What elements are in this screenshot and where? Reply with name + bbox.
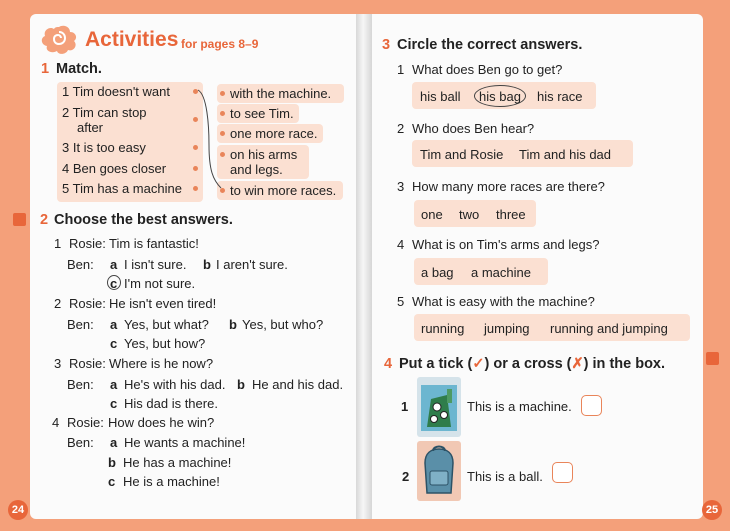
page-number-left: 24 [8, 500, 28, 520]
ex4-item1-number: 1 [401, 399, 409, 414]
ex4-title-mid: ) or a cross ( [484, 356, 572, 372]
match-right-1: with the machine. [230, 86, 332, 101]
ex3-q3-text: How many more races are there? [412, 179, 605, 194]
ex3-q1-number: 1 [397, 62, 405, 77]
ex2-q1-rosie: Rosie: [69, 236, 106, 251]
match-right-4: on his arms [230, 147, 298, 162]
ex2-q4-rosie-line: How does he win? [108, 415, 215, 430]
ex2-q1-c[interactable]: I'm not sure. [124, 276, 196, 291]
ex2-q3-b[interactable]: He and his dad. [252, 377, 344, 392]
ex2-q3-rosie-line: Where is he now? [109, 356, 214, 371]
ex2-q2-b[interactable]: Yes, but who? [242, 317, 324, 332]
ex2-q3-b-letter: b [237, 377, 245, 392]
ex3-q4-number: 4 [397, 237, 405, 252]
ex2-q4-a-letter: a [110, 435, 118, 450]
ex3-q3-opt-2[interactable]: two [459, 207, 480, 222]
match-left-2: 2 Tim can stop [62, 105, 147, 120]
ex2-q1-number: 1 [54, 236, 62, 251]
ex2-q3-number: 3 [54, 356, 62, 371]
ex1-title: Match. [56, 61, 102, 77]
ex3-q1-opt-3[interactable]: his race [537, 89, 583, 104]
ex2-q2-a-letter: a [110, 317, 118, 332]
ex2-q3-c[interactable]: His dad is there. [124, 396, 218, 411]
match-line [195, 85, 225, 195]
right-side-tab [706, 352, 719, 365]
ex3-q4-text: What is on Tim's arms and legs? [412, 237, 600, 252]
ex2-q4-ben: Ben: [67, 435, 94, 450]
cross-glyph: ✗ [571, 356, 584, 372]
ex2-q4-rosie: Rosie: [67, 415, 104, 430]
activities-title: Activities [85, 28, 179, 51]
ex2-q1-ben: Ben: [67, 257, 94, 272]
ex2-q1-b-letter: b [203, 257, 211, 272]
left-side-tab [13, 213, 26, 226]
ex3-number: 3 [382, 37, 391, 53]
ex2-q2-number: 2 [54, 296, 62, 311]
match-left-4: 4 Ben goes closer [62, 161, 167, 176]
ex2-q3-ben: Ben: [67, 377, 94, 392]
backpack-picture-icon [417, 441, 461, 501]
match-left-2b: after [77, 120, 104, 135]
ex3-q2-opt-1[interactable]: Tim and Rosie [420, 147, 504, 162]
ex3-q3-opt-3[interactable]: three [496, 207, 526, 222]
ex2-q1-rosie-line: Tim is fantastic! [109, 236, 199, 251]
match-left-1: 1 Tim doesn't want [62, 84, 170, 99]
ex2-q2-c[interactable]: Yes, but how? [124, 336, 206, 351]
ex2-q3-a[interactable]: He's with his dad. [124, 377, 226, 392]
match-right-2: to see Tim. [230, 106, 294, 121]
ex4-item2-number: 2 [402, 469, 410, 484]
match-left-3: 3 It is too easy [62, 140, 146, 155]
ex2-q2-rosie-line: He isn't even tired! [109, 296, 217, 311]
ex3-q5-opt-1[interactable]: running [421, 321, 465, 336]
ex2-q4-number: 4 [52, 415, 60, 430]
machine-picture-icon [417, 377, 461, 437]
ex2-title: Choose the best answers. [54, 212, 233, 228]
ex2-q2-c-letter: c [110, 336, 118, 351]
ex2-q1-a-letter: a [110, 257, 118, 272]
ex3-q4-opt-1[interactable]: a bag [421, 265, 454, 280]
ex2-q3-rosie: Rosie: [69, 356, 106, 371]
ex3-title: Circle the correct answers. [397, 37, 583, 53]
match-right-3: one more race. [230, 126, 318, 141]
ex3-q2-opt-2[interactable]: Tim and his dad [519, 147, 612, 162]
ex2-q2-rosie: Rosie: [69, 296, 106, 311]
ex4-item1-checkbox[interactable] [581, 395, 602, 416]
match-right-5: to win more races. [230, 183, 337, 198]
ex3-q4-opt-2[interactable]: a machine [471, 265, 531, 280]
ex2-q2-b-letter: b [229, 317, 237, 332]
ex2-q1-a[interactable]: I isn't sure. [124, 257, 187, 272]
match-left-5: 5 Tim has a machine [62, 181, 182, 196]
ex3-q5-text: What is easy with the machine? [412, 294, 595, 309]
ex4-title-post: ) in the box. [583, 356, 666, 372]
ex4-item2-checkbox[interactable] [552, 462, 573, 483]
ex2-q1-b[interactable]: I aren't sure. [216, 257, 288, 272]
ex3-q3-number: 3 [397, 179, 405, 194]
ex2-q2-ben: Ben: [67, 317, 94, 332]
activities-subtitle: for pages 8–9 [181, 37, 259, 51]
ex4-number: 4 [384, 356, 393, 372]
ex2-q1-c-letter: c [110, 276, 118, 291]
page-number-right: 25 [702, 500, 722, 520]
ex2-q3-c-letter: c [110, 396, 118, 411]
ex2-q2-a[interactable]: Yes, but what? [124, 317, 209, 332]
ex3-q2-text: Who does Ben hear? [412, 121, 535, 136]
tick-glyph: ✓ [472, 356, 485, 372]
ex3-q2-number: 2 [397, 121, 405, 136]
ex2-q3-a-letter: a [110, 377, 118, 392]
ex3-q1-text: What does Ben go to get? [412, 62, 563, 77]
match-right-4b: and legs. [230, 162, 283, 177]
ex3-q5-opt-3[interactable]: running and jumping [550, 321, 668, 336]
ex1-number: 1 [41, 61, 50, 77]
ex4-title [399, 356, 665, 372]
flower-logo-icon [40, 24, 78, 54]
ex3-q1-opt-2[interactable]: his bag [479, 89, 521, 104]
ex3-q5-opt-2[interactable]: jumping [484, 321, 530, 336]
ex2-q4-c-letter: c [108, 474, 116, 489]
ex2-number: 2 [40, 212, 49, 228]
ex4-title-pre: Put a tick ( [399, 356, 473, 372]
book-gutter [356, 14, 372, 519]
ex4-item1-text: This is a machine. [467, 399, 572, 414]
ex3-q5-number: 5 [397, 294, 405, 309]
ex2-q4-c[interactable]: He is a machine! [123, 474, 220, 489]
ex2-q4-a[interactable]: He wants a machine! [124, 435, 246, 450]
ex2-q4-b-letter: b [108, 455, 116, 470]
ex2-q4-b[interactable]: He has a machine! [123, 455, 232, 470]
ex3-q3-opt-1[interactable]: one [421, 207, 443, 222]
ex4-item2-text: This is a ball. [467, 469, 543, 484]
ex3-q1-opt-1[interactable]: his ball [420, 89, 461, 104]
